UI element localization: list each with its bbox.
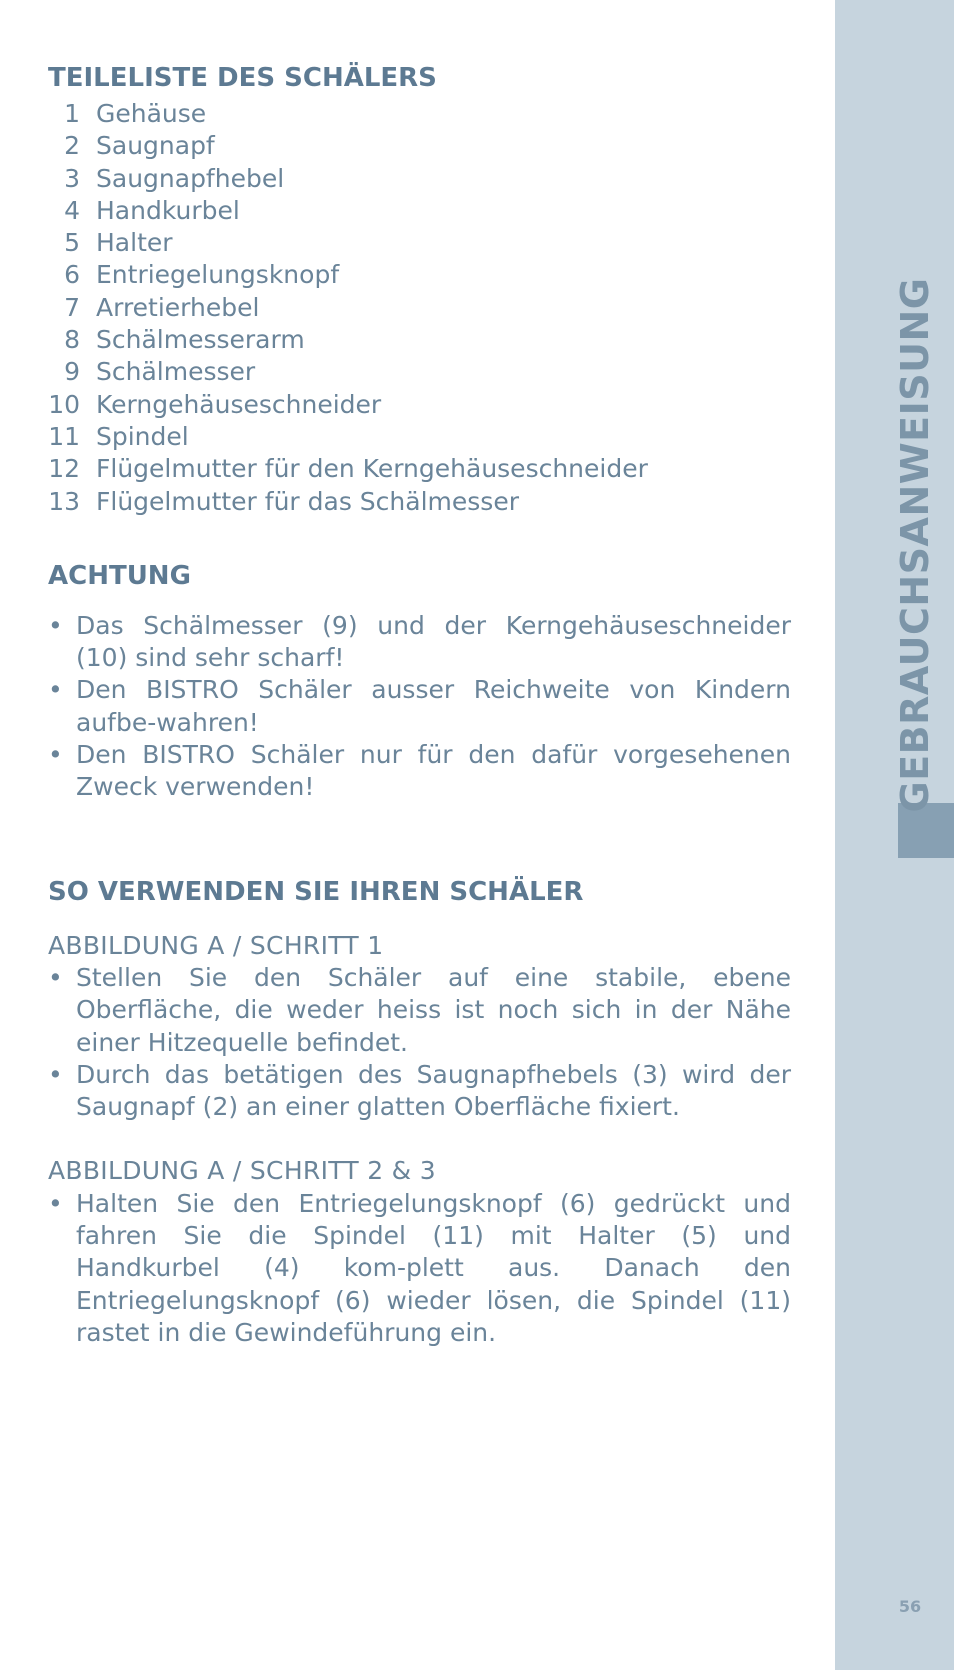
part-number: 13: [48, 486, 80, 516]
part-number: 3: [64, 163, 80, 193]
part-number: 8: [64, 325, 80, 355]
part-label: Halter: [96, 228, 173, 258]
page-number: 56: [898, 1597, 922, 1616]
list-item: [48, 292, 791, 324]
part-number: 2: [64, 131, 80, 161]
part-label: Flügelmutter für den Kerngehäuseschneider: [96, 454, 648, 484]
part-label: Kerngehäuseschneider: [96, 389, 382, 419]
part-number: 12: [48, 454, 80, 484]
list-item: [48, 163, 791, 195]
part-label: Schälmesser: [96, 357, 256, 387]
bullet-text: Den BISTRO Schäler nur für den dafür vorgesehenen Zweck verwenden!: [76, 740, 791, 802]
part-label: Gehäuse: [96, 99, 207, 128]
list-item: [48, 324, 791, 356]
step-list: [48, 962, 791, 1123]
main-content: [48, 58, 791, 1349]
warning-heading: ACHTUNG: [48, 560, 191, 591]
bullet-dot: •: [48, 675, 63, 705]
list-item: [48, 389, 791, 421]
bullet-dot: •: [48, 1059, 63, 1089]
part-label: Entriegelungsknopf: [96, 260, 340, 290]
part-label: Saugnapfhebel: [96, 163, 285, 193]
part-number: 4: [64, 195, 80, 225]
bullet-text: Stellen Sie den Schäler auf eine stabile, ebene Oberfläche, die weder heiss ist noch sich in der Nähe einer Hitzequelle befindet.: [76, 962, 791, 1057]
list-item: [48, 453, 791, 485]
list-item: [48, 1188, 791, 1349]
part-label: Handkurbel: [96, 195, 240, 225]
part-number: 7: [64, 292, 80, 322]
sidebar-title: GEBRAUCHSANWEISUNG: [893, 277, 937, 813]
warning-list: [48, 610, 791, 804]
list-item: [48, 98, 791, 130]
step-title: ABBILDUNG A / SCHRITT 1: [48, 930, 384, 960]
usage-heading: SO VERWENDEN SIE IHREN SCHÄLER: [48, 876, 584, 907]
part-label: Flügelmutter für das Schälmesser: [96, 486, 519, 516]
list-item: [48, 1059, 791, 1124]
list-item: [48, 674, 791, 739]
list-item: [48, 195, 791, 227]
list-item: [48, 259, 791, 291]
step-list: [48, 1188, 791, 1349]
bullet-text: Halten Sie den Entriegelungsknopf (6) gedrückt und fahren Sie die Spindel (11) mit Halter (5) und Handkurbel (4) kom-plett aus. Danach den Entriegelungsknopf (6) wieder lösen, die Spindel (11) rastet in die Gewindeführung ein.: [76, 1188, 791, 1347]
list-item: [48, 356, 791, 388]
step-title: ABBILDUNG A / SCHRITT 2 & 3: [48, 1156, 436, 1186]
part-label: Spindel: [96, 421, 189, 451]
parts-list: [48, 98, 791, 518]
part-number: 9: [64, 357, 80, 387]
bullet-dot: •: [48, 1188, 63, 1218]
part-number: 5: [64, 228, 80, 258]
list-item: [48, 227, 791, 259]
part-number: 10: [48, 389, 80, 419]
part-number: 6: [64, 260, 80, 290]
parts-heading: TEILELISTE DES SCHÄLERS: [48, 63, 437, 93]
list-item: [48, 610, 791, 675]
part-label: Saugnapf: [96, 131, 215, 161]
part-label: Arretierhebel: [96, 292, 260, 322]
bullet-dot: •: [48, 610, 63, 640]
list-item: [48, 486, 791, 518]
bullet-text: Durch das betätigen des Saugnapfhebels (3) wird der Saugnapf (2) an einer glatten Oberfläche fixiert.: [76, 1059, 791, 1122]
part-number: 11: [48, 421, 80, 451]
list-item: [48, 421, 791, 453]
part-number: 1: [64, 99, 80, 128]
part-label: Schälmesserarm: [96, 325, 305, 355]
bullet-dot: •: [48, 962, 63, 992]
bullet-text: Das Schälmesser (9) und der Kerngehäuseschneider (10) sind sehr scharf!: [76, 610, 791, 673]
list-item: [48, 962, 791, 1059]
bullet-dot: •: [48, 740, 63, 770]
bullet-text: Den BISTRO Schäler ausser Reichweite von Kindern aufbe-wahren!: [76, 675, 791, 737]
list-item: [48, 739, 791, 804]
list-item: [48, 130, 791, 162]
